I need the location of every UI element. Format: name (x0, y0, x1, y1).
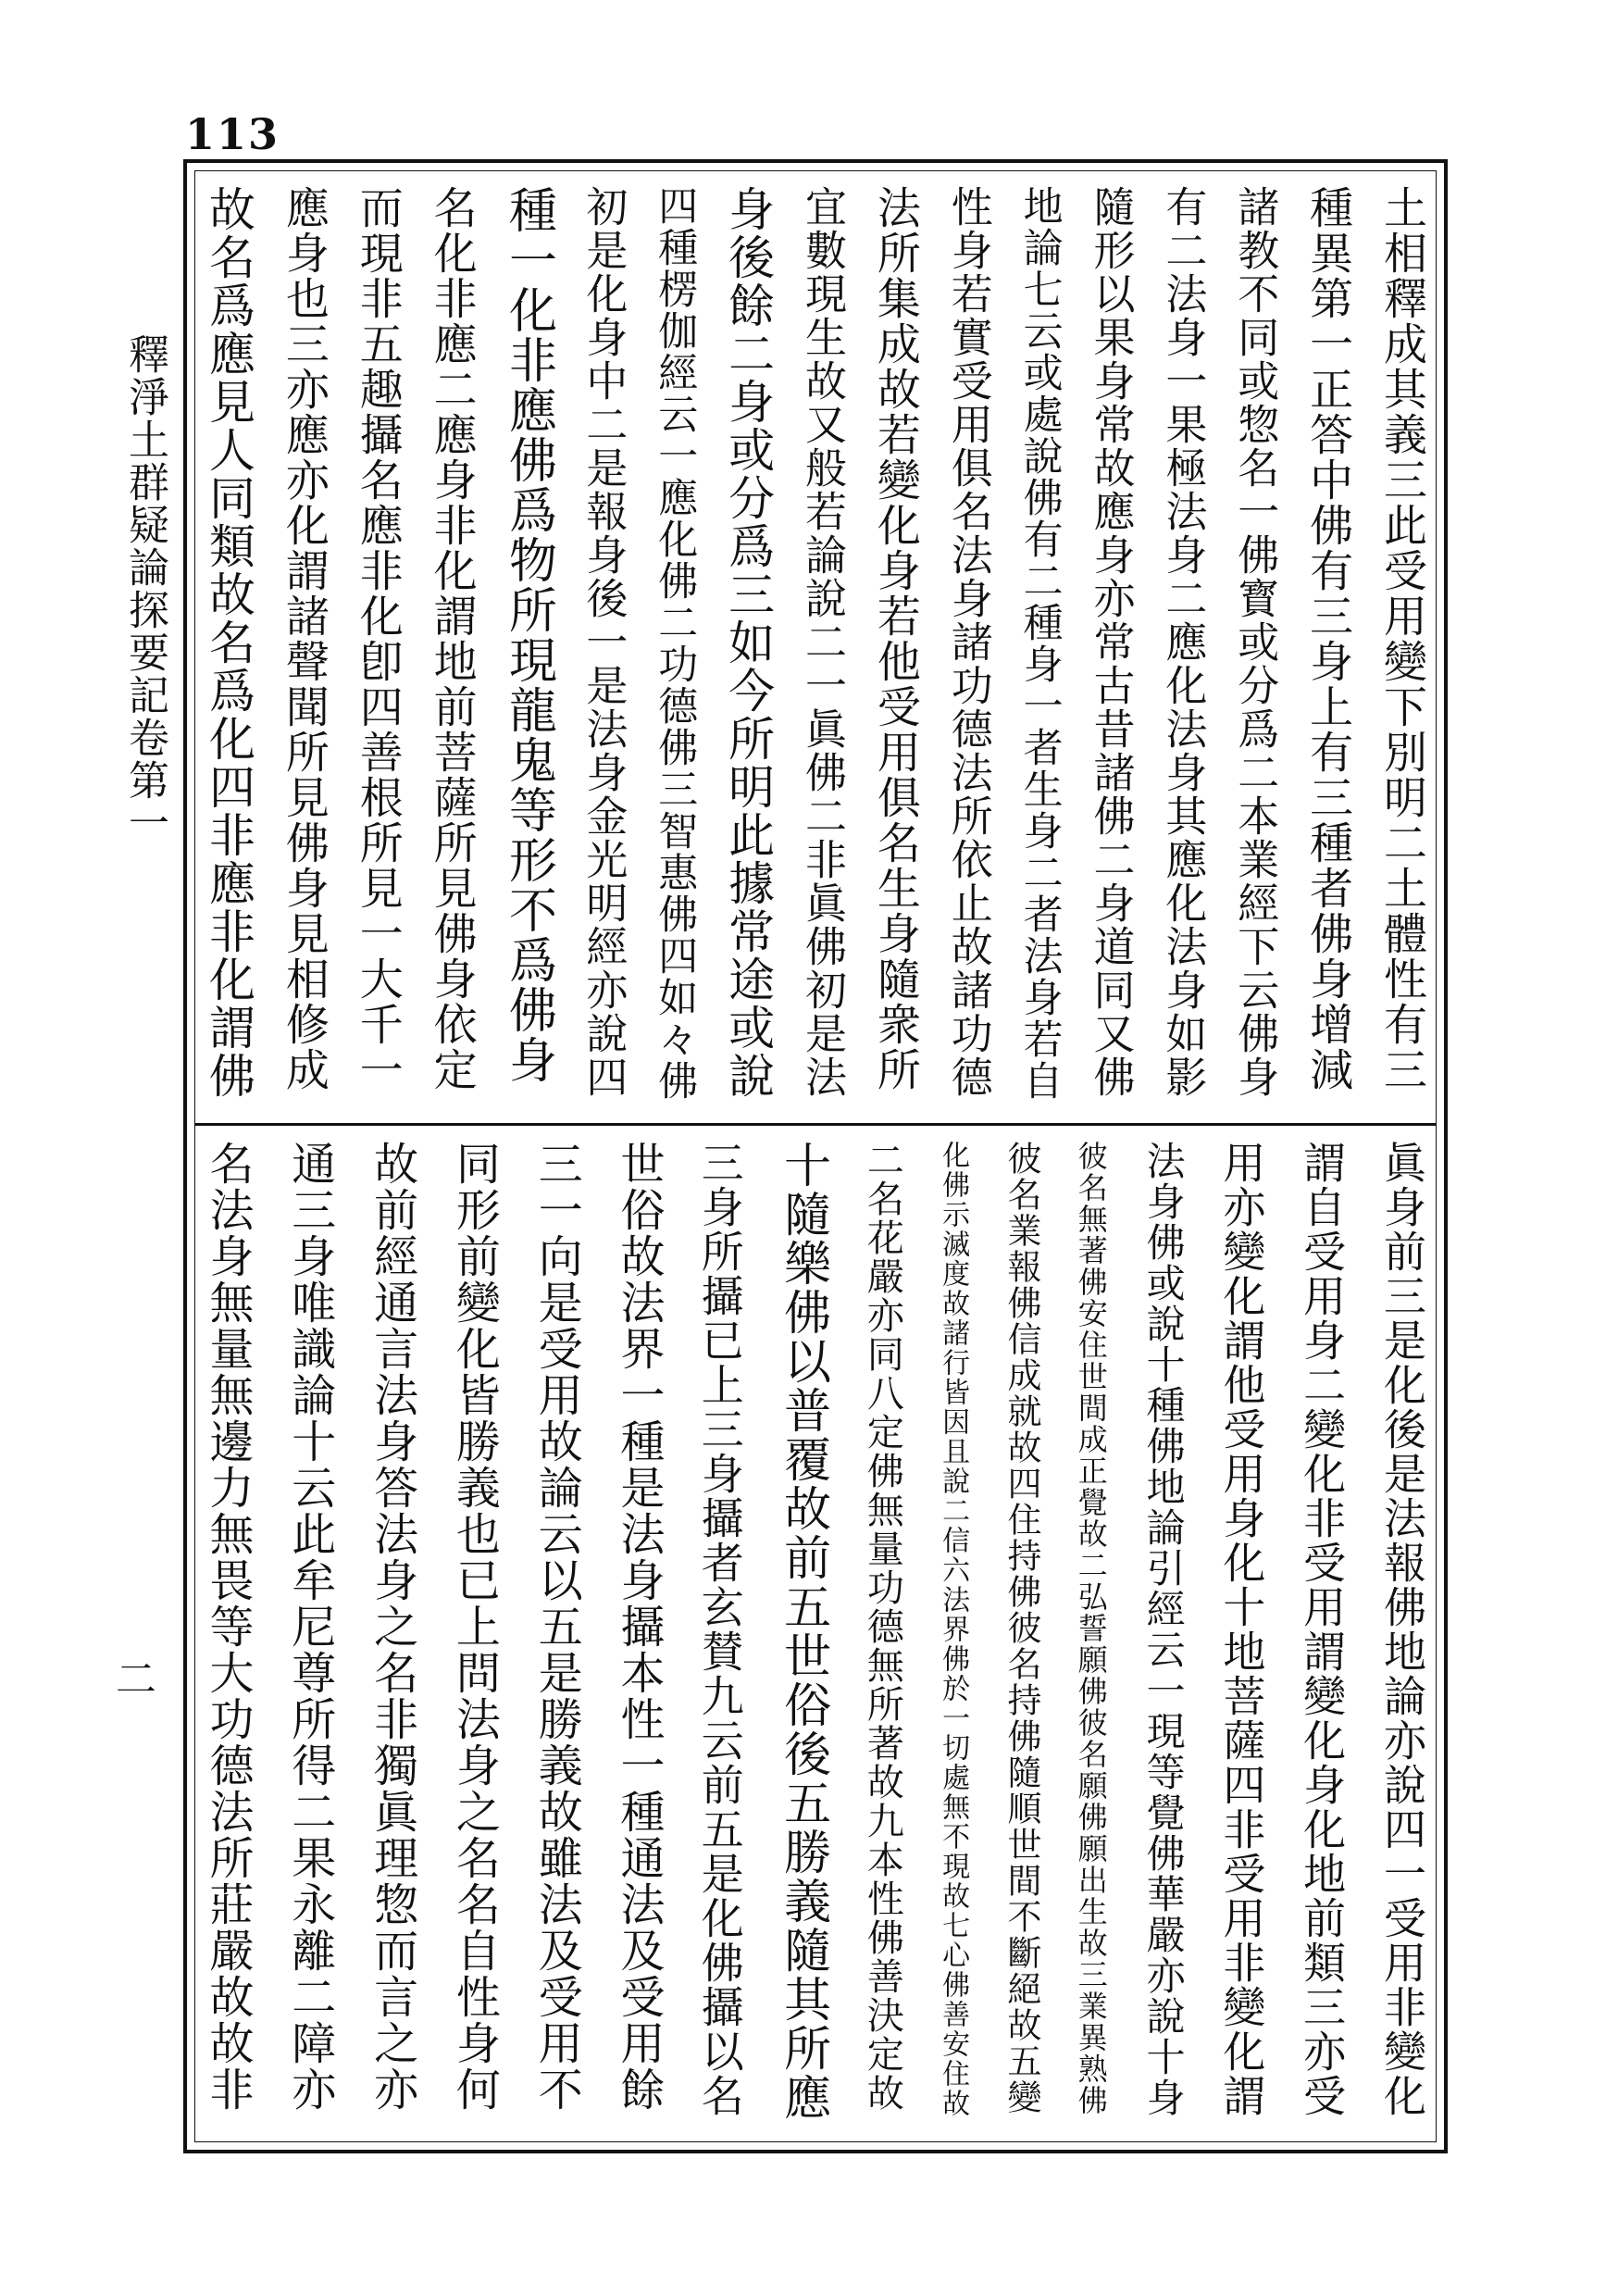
text-column: 用亦變化謂他受用身化十地菩薩四非受用非變化謂 (1216, 1141, 1267, 2118)
text-column: 有二法身一果極法身二應化法身其應化法身如影 (1158, 185, 1208, 1099)
text-column: 同形前變化皆勝義也已上問法身之名名自性身何 (448, 1141, 501, 2113)
text-column: 而現非五趣攝名應非化卽四善根所見一大千一 (352, 185, 404, 1092)
text-column: 三一向是受用故論云以五是勝義故雖法及受用不 (530, 1141, 583, 2113)
text-column: 四種楞伽經云一應化佛二功德佛三智惠佛四如々佛 (652, 185, 699, 1102)
text-column: 身後餘二身或分爲三如今所明此據常途或說 (721, 185, 776, 1100)
text-column: 性身若實受用俱名法身諸功德法所依止故諸功德 (943, 185, 993, 1099)
text-column: 初是化身中二是報身後一是法身金光明經亦說四 (579, 185, 629, 1099)
text-column: 應身也三亦應亦化謂諸聲聞所見佛身見相修成 (278, 185, 330, 1092)
text-column: 彼名無著佛安住世間成正覺故二弘誓願佛彼名願佛願出生故三業異熟佛 (1073, 1141, 1109, 2116)
text-column: 十隨樂佛以普覆故前五世俗後五勝義隨其所應 (775, 1141, 830, 2122)
text-column: 種一化非應佛爲物所現龍鬼等形不爲佛身 (500, 185, 556, 1085)
section-divider (194, 1123, 1437, 1126)
text-column: 二名花嚴亦同八定佛無量功德無所著故九本性佛善決定故 (861, 1141, 904, 2113)
text-column: 地論七云或處說佛有二種身一者生身二者法身若自 (1016, 185, 1064, 1102)
text-column: 世俗故法界一種是法身攝本性一種通法及受用餘 (612, 1141, 665, 2113)
text-column: 諸教不同或惣名一佛寳或分爲二本業經下云佛身 (1230, 185, 1280, 1099)
text-column: 種異第一正答中佛有三身上有三種者佛身增減 (1302, 185, 1354, 1092)
page-number: 113 (185, 109, 280, 159)
upper-text-block (202, 185, 1427, 1106)
text-column: 故名爲應見人同類故名爲化四非應非化謂佛 (202, 185, 255, 1100)
folio-number: 二 (108, 1657, 156, 1698)
lower-text-block (202, 1141, 1427, 2128)
running-title: 釋淨土群疑論探要記卷第一 (121, 333, 168, 844)
text-column: 土相釋成其義三此受用變下別明二土體性有三 (1376, 185, 1427, 1092)
text-column: 隨形以果身常故應身亦常古昔諸佛二身道同又佛 (1086, 185, 1136, 1099)
text-column: 謂自受用身二變化非受用謂變化身化地前類三亦受 (1297, 1141, 1348, 2118)
text-column: 法所集成故若變化身若他受用俱名生身隨衆所 (869, 185, 921, 1092)
text-column: 三身所攝已上三身攝者玄賛九云前五是化佛攝以名 (694, 1141, 745, 2118)
text-column: 彼名業報佛信成就故四住持佛彼名持佛隨順世間不斷絕故五變 (1001, 1141, 1041, 2115)
text-column: 化佛示滅度故諸行皆因且說二信六法界佛於一切處無不現故七心佛善安住故 (937, 1141, 970, 2118)
text-column: 眞身前三是化後是法報佛地論亦說四一受用非變化 (1376, 1141, 1427, 2118)
text-column: 名法身無量無邊力無畏等大功德法所莊嚴故故非 (202, 1141, 254, 2113)
text-column: 故前經通言法身答法身之名非獨眞理惣而言之亦 (366, 1141, 418, 2113)
text-column: 法身佛或說十種佛地論引經云一現等覺佛華嚴亦說十身 (1140, 1141, 1187, 2118)
text-column: 名化非應二應身非化謂地前菩薩所見佛身依定 (426, 185, 478, 1092)
text-column: 宜數現生故又般若論說二一眞佛二非眞佛初是法 (798, 185, 847, 1099)
text-column: 通三身唯識論十云此牟尼尊所得二果永離二障亦 (283, 1141, 336, 2113)
